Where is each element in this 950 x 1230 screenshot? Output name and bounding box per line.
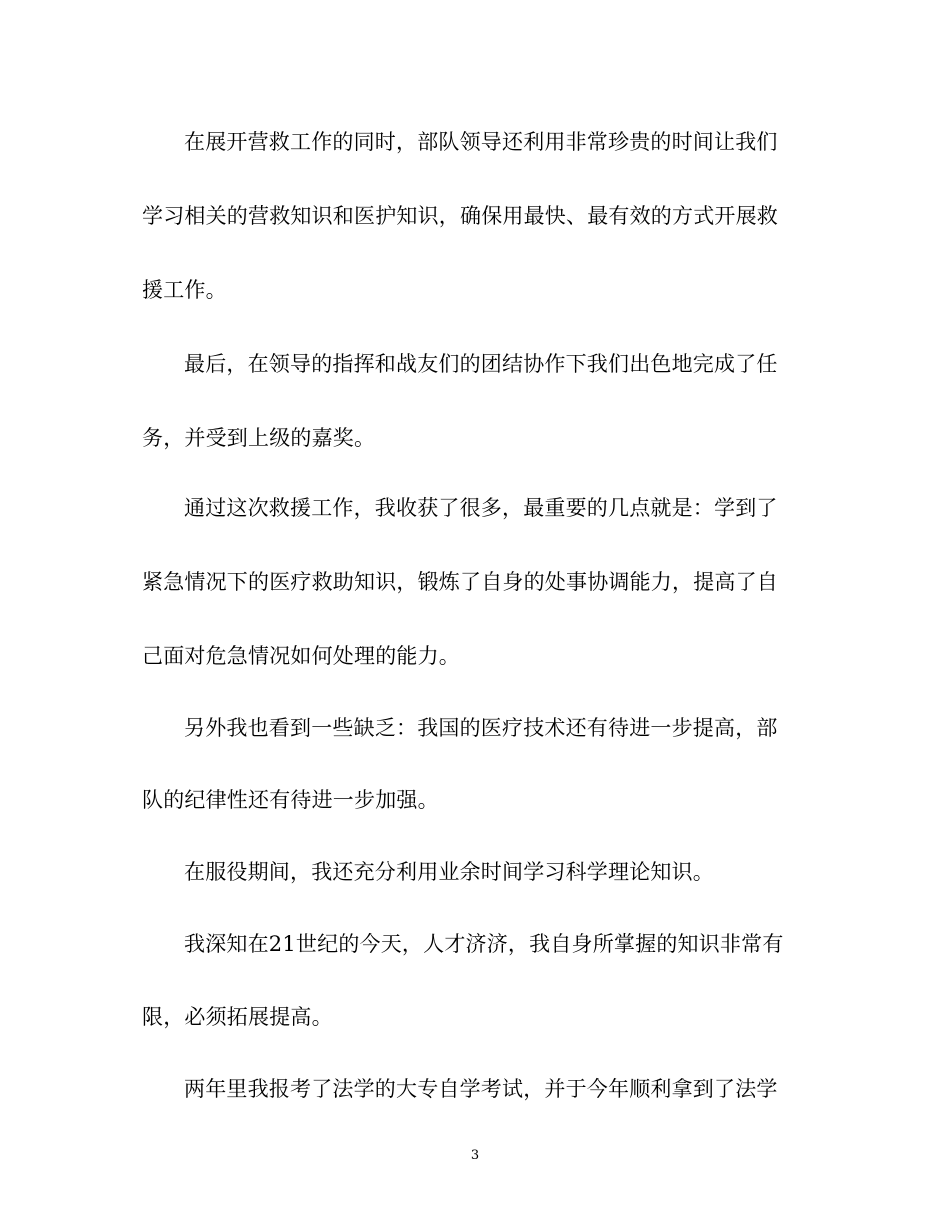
text-line: 紧急情况下的医疗救助知识，锻炼了自身的处事协调能力，提高了自 [142, 570, 778, 594]
text-line: 两年里我报考了法学的大专自学考试，并于今年顺利拿到了法学 [184, 1077, 778, 1101]
text-line: 另外我也看到一些缺乏：我国的医疗技术还有待进一步提高，部 [184, 716, 778, 740]
text-line: 队的纪律性还有待进一步加强。 [142, 788, 439, 812]
text-line: 学习相关的营救知识和医护知识，确保用最快、最有效的方式开展救 [142, 204, 778, 228]
text-line: 己面对危急情况如何处理的能力。 [142, 644, 460, 668]
text-line: 最后，在领导的指挥和战友们的团结协作下我们出色地完成了任 [184, 352, 778, 376]
text-line: 通过这次救援工作，我收获了很多，最重要的几点就是：学到了 [184, 496, 778, 520]
text-line: 限，必须拓展提高。 [142, 1005, 333, 1029]
text-line: 在展开营救工作的同时，部队领导还利用非常珍贵的时间让我们 [184, 130, 778, 154]
text-line: 务，并受到上级的嘉奖。 [142, 426, 376, 450]
text-line: 援工作。 [142, 278, 227, 302]
page-number: 3 [470, 1148, 480, 1163]
text-line: 在服役期间，我还充分利用业余时间学习科学理论知识。 [184, 860, 714, 884]
text-line: 我深知在21世纪的今天，人才济济，我自身所掌握的知识非常有 [184, 932, 784, 956]
